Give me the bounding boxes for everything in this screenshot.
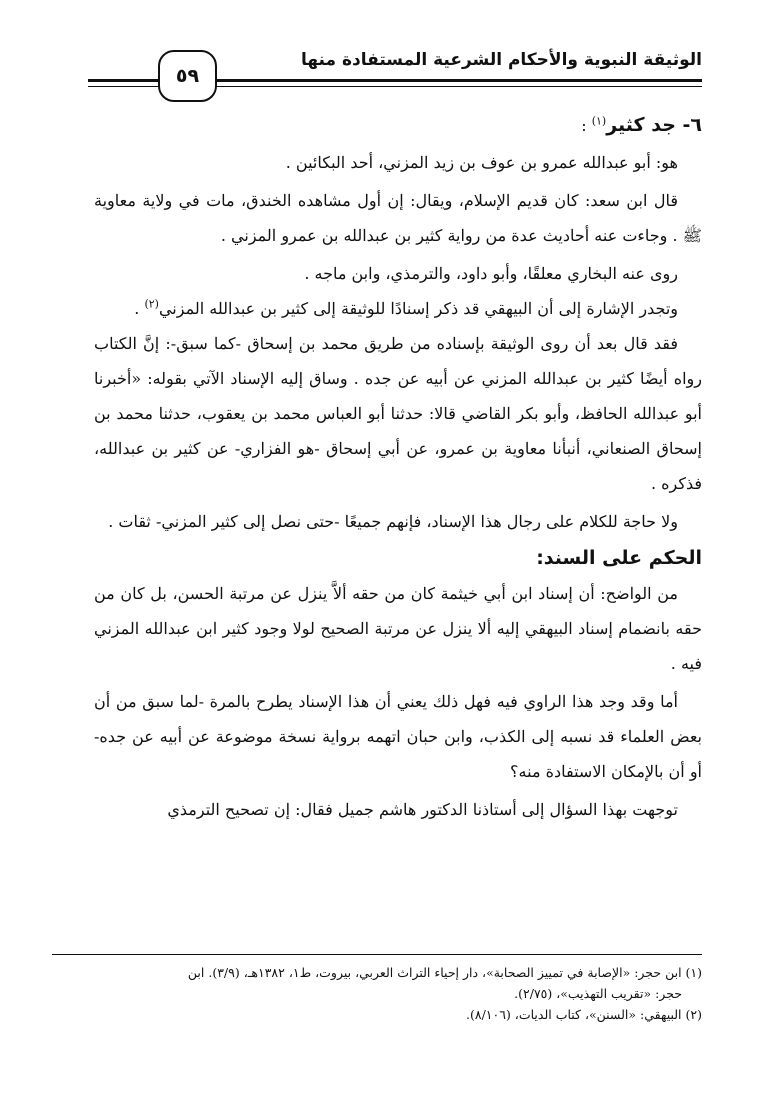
footnotes bbox=[94, 962, 702, 1025]
section-title-colon: : bbox=[581, 116, 587, 135]
section-title: ٦- جد كثير bbox=[606, 114, 702, 136]
page-number-text: ٥٩ bbox=[175, 65, 200, 87]
header-rule-left bbox=[88, 79, 158, 87]
footnote-rule bbox=[52, 954, 702, 955]
footnote-ref-1: (١) bbox=[591, 114, 607, 128]
body-text bbox=[94, 108, 702, 827]
paragraph-4 bbox=[94, 291, 702, 326]
ruling-paragraph-3: توجهت بهذا السؤال إلى أستاذنا الدكتور هاشم جميل فقال: إن تصحيح الترمذي bbox=[167, 800, 678, 819]
ruling-paragraph-1: من الواضح: أن إسناد ابن أبي خيثمة كان من حقه ألاَّ ينزل عن مرتبة الحسن، بل كان من حقه بانضمام إسناد البيهقي إليه ألا ينزل عن مرتبة الصحيح لولا وجود كثير ابن عبدالله المزني فيه . bbox=[94, 584, 702, 673]
running-title: الوثيقة النبوية والأحكام الشرعية المستفادة منها bbox=[300, 50, 702, 70]
ruling-title: الحكم على السند: bbox=[536, 547, 702, 569]
header-rule bbox=[215, 79, 702, 87]
paragraph-5: فقد قال بعد أن روى الوثيقة بإسناده من طريق محمد بن إسحاق -كما سبق-: إنَّ الكتاب رواه أيضًا كثير بن عبدالله المزني عن أبيه عن جده . وساق إليه الإسناد الآتي بقوله: «أخبرنا أبو عبدالله الحافظ، وأبو بكر القاضي قالا: حدثنا أبو العباس محمد بن يعقوب، حدثنا محمد بن إسحاق الصنعاني، أنبأنا معاوية بن عمرو، عن أبي إسحاق -هو الفزاري- عن كثير بن عبدالله، فذكره . bbox=[94, 334, 702, 493]
paragraph-1: هو: أبو عبدالله عمرو بن عوف بن زيد المزني، أحد البكائين . bbox=[285, 153, 678, 172]
paragraph-6: ولا حاجة للكلام على رجال هذا الإسناد، فإنهم جميعًا -حتى نصل إلى كثير المزني- ثقات . bbox=[108, 512, 678, 531]
paragraph-3: روى عنه البخاري معلقًا، وأبو داود، والترمذي، وابن ماجه . bbox=[304, 264, 678, 283]
ruling-paragraph-2: أما وقد وجد هذا الراوي فيه فهل ذلك يعني أن هذا الإسناد يطرح بالمرة -لما سبق من أن بعض العلماء قد نسبه إلى الكذب، وابن حبان اتهمه برواية نسخة موضوعة عن أبيه عن جده- أو أن بالإمكان الاستفادة منه؟ bbox=[94, 692, 702, 781]
section-heading bbox=[94, 108, 702, 143]
page-number bbox=[158, 50, 217, 102]
paragraph-2: قال ابن سعد: كان قديم الإسلام، ويقال: إن أول مشاهده الخندق، مات في ولاية معاوية ﷺ . وجاءت عنه أحاديث عدة من رواية كثير بن عبدالله بن عمرو المزني . bbox=[94, 191, 702, 245]
footnote-ref-2: (٢) bbox=[144, 297, 159, 311]
paragraph-4-end: . bbox=[134, 299, 145, 318]
footnote-1: (١) ابن حجر: «الإصابة في تمييز الصحابة»، دار إحياء التراث العربي، بيروت، ط١، ١٣٨٢هـ، (٣/٩). ابن bbox=[187, 965, 702, 980]
footnote-1-continuation: حجر: «تقريب التهذيب»، (٢/٧٥). bbox=[514, 986, 682, 1001]
paragraph-4-text: وتجدر الإشارة إلى أن البيهقي قد ذكر إسنادًا للوثيقة إلى كثير بن عبدالله المزني bbox=[158, 299, 678, 318]
footnote-2: (٢) البيهقي: «السنن»، كتاب الديات، (٨/١٠٦). bbox=[466, 1007, 702, 1022]
